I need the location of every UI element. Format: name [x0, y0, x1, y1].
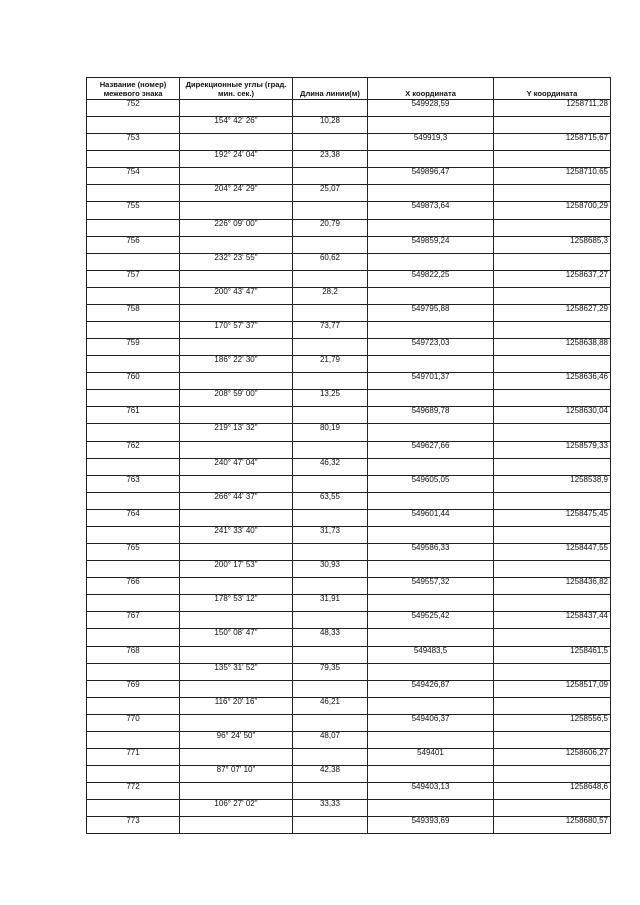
line-length-cell: 48,33 [293, 629, 368, 646]
x-coordinate-cell: 549557,32 [368, 578, 494, 595]
empty-cell [494, 731, 611, 748]
direction-angle-cell: 266° 44' 37" [180, 492, 293, 509]
empty-cell [368, 800, 494, 817]
empty-cell [87, 253, 180, 270]
direction-angle-cell: 200° 17' 53" [180, 561, 293, 578]
empty-cell [87, 492, 180, 509]
table-row-point [87, 373, 611, 390]
y-coordinate-cell: 1258711,28 [494, 100, 611, 117]
empty-cell [180, 475, 293, 492]
empty-cell [87, 322, 180, 339]
empty-cell [87, 595, 180, 612]
direction-angle-cell: 135° 31' 52" [180, 663, 293, 680]
y-coordinate-cell: 1258579,33 [494, 441, 611, 458]
line-length-cell: 63,55 [293, 492, 368, 509]
empty-cell [494, 219, 611, 236]
empty-cell [293, 373, 368, 390]
direction-angle-cell: 178° 53' 12" [180, 595, 293, 612]
point-name-cell: 760 [87, 373, 180, 390]
point-name-cell: 754 [87, 168, 180, 185]
y-coordinate-cell: 1258680,57 [494, 817, 611, 834]
empty-cell [368, 561, 494, 578]
point-name-cell: 757 [87, 270, 180, 287]
point-name-cell: 752 [87, 100, 180, 117]
empty-cell [180, 134, 293, 151]
empty-cell [368, 766, 494, 783]
table-header-row [87, 78, 611, 100]
x-coordinate-cell: 549525,42 [368, 612, 494, 629]
empty-cell [368, 424, 494, 441]
empty-cell [293, 236, 368, 253]
empty-cell [494, 390, 611, 407]
empty-cell [293, 509, 368, 526]
point-name-cell: 762 [87, 441, 180, 458]
table-row-point [87, 168, 611, 185]
table-row-segment [87, 117, 611, 134]
y-coordinate-cell: 1258556,5 [494, 714, 611, 731]
y-coordinate-cell: 1258638,88 [494, 339, 611, 356]
empty-cell [293, 475, 368, 492]
y-coordinate-cell: 1258630,04 [494, 407, 611, 424]
direction-angle-cell: 240° 47' 04" [180, 458, 293, 475]
empty-cell [180, 373, 293, 390]
empty-cell [293, 544, 368, 561]
y-coordinate-cell: 1258517,09 [494, 680, 611, 697]
empty-cell [368, 697, 494, 714]
y-coordinate-cell: 1258648,6 [494, 783, 611, 800]
empty-cell [293, 168, 368, 185]
empty-cell [87, 117, 180, 134]
line-length-cell: 46,32 [293, 458, 368, 475]
table-row-segment [87, 663, 611, 680]
empty-cell [494, 697, 611, 714]
point-name-cell: 756 [87, 236, 180, 253]
header-direction-angle: Дирекционные углы (град. мин. сек.) [180, 78, 293, 100]
empty-cell [87, 663, 180, 680]
line-length-cell: 21,79 [293, 356, 368, 373]
empty-cell [87, 629, 180, 646]
table-row-segment [87, 766, 611, 783]
x-coordinate-cell: 549896,47 [368, 168, 494, 185]
direction-angle-cell: 241° 33' 40" [180, 526, 293, 543]
empty-cell [368, 151, 494, 168]
table-row-segment [87, 561, 611, 578]
point-name-cell: 759 [87, 339, 180, 356]
x-coordinate-cell: 549859,24 [368, 236, 494, 253]
point-name-cell: 771 [87, 748, 180, 765]
line-length-cell: 10,28 [293, 117, 368, 134]
empty-cell [368, 253, 494, 270]
table-row-point [87, 134, 611, 151]
table-row-point [87, 202, 611, 219]
direction-angle-cell: 204° 24' 29" [180, 185, 293, 202]
empty-cell [494, 424, 611, 441]
table-row-point [87, 407, 611, 424]
direction-angle-cell: 192° 24' 04" [180, 151, 293, 168]
x-coordinate-cell: 549873,64 [368, 202, 494, 219]
point-name-cell: 755 [87, 202, 180, 219]
y-coordinate-cell: 1258700,29 [494, 202, 611, 219]
empty-cell [494, 766, 611, 783]
x-coordinate-cell: 549426,87 [368, 680, 494, 697]
empty-cell [293, 407, 368, 424]
y-coordinate-cell: 1258636,46 [494, 373, 611, 390]
header-line-length: Длина линии(м) [293, 78, 368, 100]
direction-angle-cell: 87° 07' 10" [180, 766, 293, 783]
table-row-segment [87, 390, 611, 407]
empty-cell [368, 322, 494, 339]
x-coordinate-cell: 549822,25 [368, 270, 494, 287]
table-row-segment [87, 526, 611, 543]
table-row-segment [87, 151, 611, 168]
point-name-cell: 773 [87, 817, 180, 834]
table-row-point [87, 714, 611, 731]
empty-cell [293, 100, 368, 117]
line-length-cell: 20,79 [293, 219, 368, 236]
table-row-point [87, 100, 611, 117]
empty-cell [87, 800, 180, 817]
table-row-point [87, 509, 611, 526]
direction-angle-cell: 116° 20' 16" [180, 697, 293, 714]
empty-cell [368, 629, 494, 646]
x-coordinate-cell: 549403,13 [368, 783, 494, 800]
table-row-segment [87, 492, 611, 509]
empty-cell [87, 390, 180, 407]
empty-cell [368, 356, 494, 373]
line-length-cell: 23,38 [293, 151, 368, 168]
empty-cell [87, 697, 180, 714]
empty-cell [368, 117, 494, 134]
empty-cell [180, 202, 293, 219]
point-name-cell: 766 [87, 578, 180, 595]
table-row-segment [87, 629, 611, 646]
table-row-point [87, 612, 611, 629]
table-row-point [87, 339, 611, 356]
table-row-point [87, 783, 611, 800]
direction-angle-cell: 219° 13' 32" [180, 424, 293, 441]
direction-angle-cell: 170° 57' 37" [180, 322, 293, 339]
empty-cell [180, 304, 293, 321]
empty-cell [494, 322, 611, 339]
empty-cell [494, 800, 611, 817]
x-coordinate-cell: 549483,5 [368, 646, 494, 663]
empty-cell [180, 339, 293, 356]
empty-cell [180, 646, 293, 663]
header-x-coordinate: X координата [368, 78, 494, 100]
empty-cell [180, 270, 293, 287]
table-row-point [87, 680, 611, 697]
empty-cell [368, 287, 494, 304]
line-length-cell: 33,33 [293, 800, 368, 817]
table-row-point [87, 748, 611, 765]
table-row-point [87, 646, 611, 663]
line-length-cell: 25,07 [293, 185, 368, 202]
empty-cell [494, 185, 611, 202]
empty-cell [494, 629, 611, 646]
x-coordinate-cell: 549627,66 [368, 441, 494, 458]
x-coordinate-cell: 549701,37 [368, 373, 494, 390]
table-row-segment [87, 219, 611, 236]
point-name-cell: 765 [87, 544, 180, 561]
empty-cell [494, 561, 611, 578]
empty-cell [494, 287, 611, 304]
header-y-coordinate: Y координата [494, 78, 611, 100]
empty-cell [293, 578, 368, 595]
empty-cell [180, 578, 293, 595]
empty-cell [87, 356, 180, 373]
table-row-segment [87, 800, 611, 817]
empty-cell [180, 680, 293, 697]
table-row-segment [87, 697, 611, 714]
direction-angle-cell: 96° 24' 50" [180, 731, 293, 748]
x-coordinate-cell: 549605,05 [368, 475, 494, 492]
empty-cell [87, 731, 180, 748]
y-coordinate-cell: 1258447,55 [494, 544, 611, 561]
empty-cell [368, 663, 494, 680]
empty-cell [494, 253, 611, 270]
empty-cell [494, 458, 611, 475]
x-coordinate-cell: 549928,59 [368, 100, 494, 117]
empty-cell [87, 458, 180, 475]
empty-cell [368, 595, 494, 612]
empty-cell [494, 356, 611, 373]
empty-cell [87, 526, 180, 543]
x-coordinate-cell: 549723,03 [368, 339, 494, 356]
empty-cell [87, 151, 180, 168]
table-row-segment [87, 322, 611, 339]
empty-cell [368, 526, 494, 543]
table-row-point [87, 441, 611, 458]
empty-cell [494, 151, 611, 168]
empty-cell [368, 731, 494, 748]
y-coordinate-cell: 1258437,44 [494, 612, 611, 629]
point-name-cell: 772 [87, 783, 180, 800]
table-row-segment [87, 185, 611, 202]
point-name-cell: 758 [87, 304, 180, 321]
x-coordinate-cell: 549919,3 [368, 134, 494, 151]
direction-angle-cell: 150° 08' 47" [180, 629, 293, 646]
table-row-point [87, 475, 611, 492]
empty-cell [293, 339, 368, 356]
empty-cell [180, 509, 293, 526]
empty-cell [293, 202, 368, 219]
y-coordinate-cell: 1258710,65 [494, 168, 611, 185]
empty-cell [293, 817, 368, 834]
point-name-cell: 764 [87, 509, 180, 526]
point-name-cell: 767 [87, 612, 180, 629]
empty-cell [87, 219, 180, 236]
empty-cell [87, 766, 180, 783]
empty-cell [180, 783, 293, 800]
empty-cell [494, 492, 611, 509]
line-length-cell: 42,38 [293, 766, 368, 783]
point-name-cell: 763 [87, 475, 180, 492]
y-coordinate-cell: 1258685,3 [494, 236, 611, 253]
table-row-point [87, 236, 611, 253]
line-length-cell: 79,35 [293, 663, 368, 680]
empty-cell [293, 714, 368, 731]
table-row-segment [87, 424, 611, 441]
direction-angle-cell: 200° 43' 47" [180, 287, 293, 304]
direction-angle-cell: 226° 09' 00" [180, 219, 293, 236]
empty-cell [293, 646, 368, 663]
line-length-cell: 28,2 [293, 287, 368, 304]
empty-cell [87, 185, 180, 202]
line-length-cell: 31,73 [293, 526, 368, 543]
line-length-cell: 13,25 [293, 390, 368, 407]
empty-cell [87, 561, 180, 578]
header-point-name: Название (номер) межевого знака [87, 78, 180, 100]
x-coordinate-cell: 549393,69 [368, 817, 494, 834]
y-coordinate-cell: 1258475,45 [494, 509, 611, 526]
table-row-point [87, 544, 611, 561]
x-coordinate-cell: 549406,37 [368, 714, 494, 731]
empty-cell [293, 304, 368, 321]
empty-cell [293, 441, 368, 458]
direction-angle-cell: 154° 42' 26" [180, 117, 293, 134]
y-coordinate-cell: 1258606,27 [494, 748, 611, 765]
point-name-cell: 768 [87, 646, 180, 663]
empty-cell [180, 407, 293, 424]
empty-cell [293, 134, 368, 151]
line-length-cell: 46,21 [293, 697, 368, 714]
empty-cell [180, 236, 293, 253]
empty-cell [293, 270, 368, 287]
table-row-segment [87, 731, 611, 748]
empty-cell [368, 458, 494, 475]
y-coordinate-cell: 1258538,9 [494, 475, 611, 492]
empty-cell [180, 714, 293, 731]
empty-cell [368, 185, 494, 202]
empty-cell [87, 424, 180, 441]
empty-cell [293, 680, 368, 697]
table-row-point [87, 304, 611, 321]
line-length-cell: 30,93 [293, 561, 368, 578]
x-coordinate-cell: 549601,44 [368, 509, 494, 526]
y-coordinate-cell: 1258461,5 [494, 646, 611, 663]
direction-angle-cell: 232° 23' 55" [180, 253, 293, 270]
table-row-segment [87, 287, 611, 304]
line-length-cell: 31,91 [293, 595, 368, 612]
line-length-cell: 60,62 [293, 253, 368, 270]
point-name-cell: 770 [87, 714, 180, 731]
direction-angle-cell: 106° 27' 02" [180, 800, 293, 817]
table-row-segment [87, 253, 611, 270]
empty-cell [180, 748, 293, 765]
empty-cell [293, 783, 368, 800]
point-name-cell: 753 [87, 134, 180, 151]
x-coordinate-cell: 549689,78 [368, 407, 494, 424]
direction-angle-cell: 208° 59' 00" [180, 390, 293, 407]
empty-cell [368, 390, 494, 407]
empty-cell [293, 748, 368, 765]
y-coordinate-cell: 1258627,29 [494, 304, 611, 321]
empty-cell [494, 663, 611, 680]
table-row-point [87, 817, 611, 834]
y-coordinate-cell: 1258715,67 [494, 134, 611, 151]
table-row-point [87, 270, 611, 287]
empty-cell [368, 492, 494, 509]
empty-cell [494, 526, 611, 543]
table-row-point [87, 578, 611, 595]
empty-cell [180, 100, 293, 117]
empty-cell [180, 441, 293, 458]
y-coordinate-cell: 1258637,27 [494, 270, 611, 287]
empty-cell [494, 595, 611, 612]
empty-cell [180, 168, 293, 185]
direction-angle-cell: 186° 22' 30" [180, 356, 293, 373]
empty-cell [180, 544, 293, 561]
line-length-cell: 48,07 [293, 731, 368, 748]
table-row-segment [87, 458, 611, 475]
empty-cell [494, 117, 611, 134]
empty-cell [180, 817, 293, 834]
x-coordinate-cell: 549401 [368, 748, 494, 765]
line-length-cell: 73,77 [293, 322, 368, 339]
empty-cell [368, 219, 494, 236]
y-coordinate-cell: 1258436,82 [494, 578, 611, 595]
table-body [87, 100, 611, 834]
boundary-coordinates-table [86, 77, 611, 834]
line-length-cell: 80,19 [293, 424, 368, 441]
point-name-cell: 769 [87, 680, 180, 697]
empty-cell [293, 612, 368, 629]
table-row-segment [87, 595, 611, 612]
x-coordinate-cell: 549795,88 [368, 304, 494, 321]
empty-cell [180, 612, 293, 629]
empty-cell [87, 287, 180, 304]
x-coordinate-cell: 549586,33 [368, 544, 494, 561]
table-row-segment [87, 356, 611, 373]
point-name-cell: 761 [87, 407, 180, 424]
